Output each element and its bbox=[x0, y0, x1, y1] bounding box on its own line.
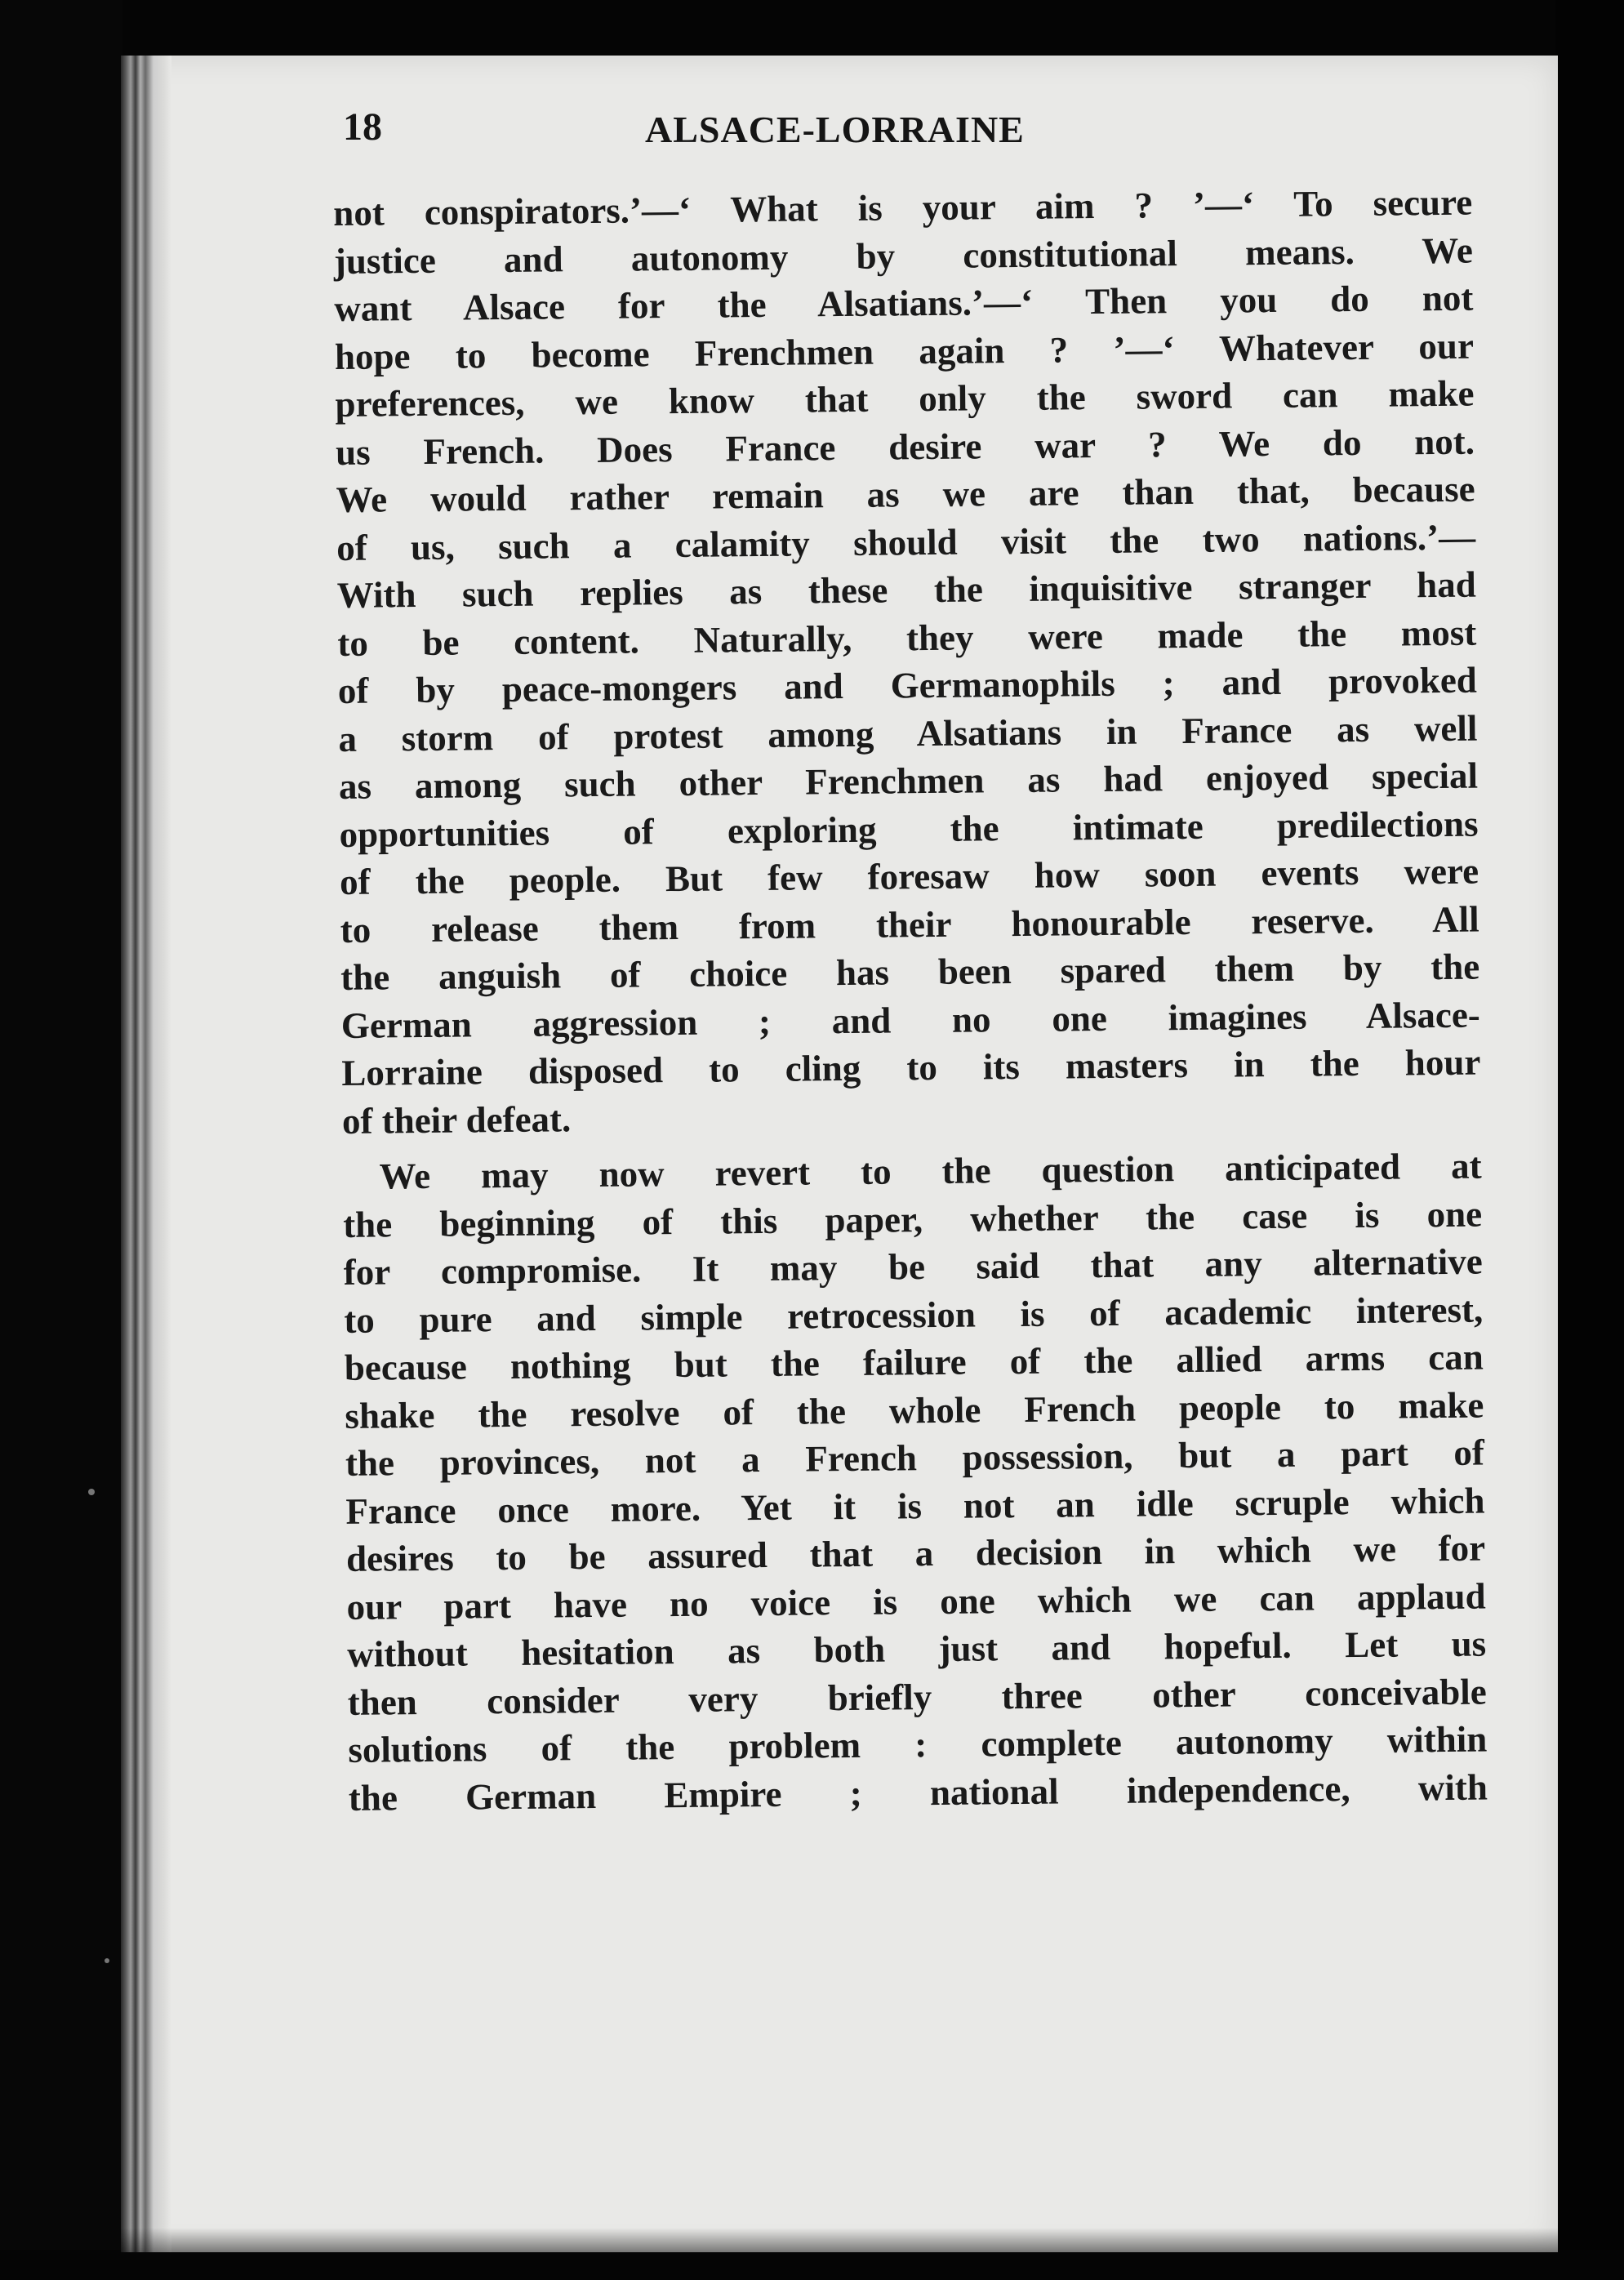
text-line: France once more. Yet it is not an idle scruple which bbox=[345, 1480, 1485, 1532]
text-line: We would rather remain as we are than that, because bbox=[336, 468, 1475, 520]
text-line: We may now revert to the question anticipated at bbox=[379, 1145, 1482, 1197]
text-line: want Alsace for the Alsatians.’—‘ Then you do not bbox=[334, 277, 1474, 329]
text-line: to release them from their honourable reserve. All bbox=[340, 898, 1479, 951]
body-text bbox=[333, 179, 1488, 1822]
dust-speck bbox=[88, 1489, 95, 1495]
binding-gutter bbox=[121, 56, 171, 2252]
text-line: Lorraine disposed to cling to its masters in the hour bbox=[341, 1041, 1481, 1093]
text-line: hope to become Frenchmen again ? ’—‘ Whatever our bbox=[334, 325, 1475, 377]
text-line: the anguish of choice has been spared them by the bbox=[340, 946, 1480, 998]
page-bottom-shadow bbox=[121, 2228, 1558, 2252]
text-line: the beginning of this paper, whether the case is one bbox=[342, 1193, 1483, 1245]
text-line: for compromise. It may be said that any alternative bbox=[343, 1240, 1483, 1293]
text-line: With such replies as these the inquisitive stranger had bbox=[336, 563, 1476, 616]
text-line: desires to be assured that a decision in which we for bbox=[345, 1527, 1486, 1579]
text-line: our part have no voice is one which we can applaud bbox=[346, 1575, 1486, 1628]
text-line: solutions of the problem : complete autonomy within bbox=[348, 1718, 1488, 1770]
text-line: of us, such a calamity should visit the two nations.’— bbox=[336, 516, 1476, 568]
running-head: ALSACE-LORRAINE bbox=[645, 109, 1025, 150]
text-line: to pure and simple retrocession is of academic interest, bbox=[344, 1289, 1484, 1341]
text-line: a storm of protest among Alsatians in France as well bbox=[338, 707, 1478, 759]
text-line: opportunities of exploring the intimate predilections bbox=[339, 803, 1479, 855]
film-border-bottom bbox=[0, 2250, 1624, 2280]
film-border-top bbox=[0, 0, 1624, 59]
text-line: justice and autonomy by constitutional means. We bbox=[333, 229, 1474, 282]
film-border-right bbox=[1555, 0, 1624, 2280]
text-line: not conspirators.’—‘ What is your aim ? ’—‘ To secure bbox=[333, 181, 1473, 234]
text-line: of their defeat. bbox=[341, 1098, 572, 1142]
text-line: the German Empire ; national independence, with bbox=[348, 1766, 1488, 1819]
text-line: as among such other Frenchmen as had enjoyed special bbox=[338, 755, 1479, 807]
paragraph bbox=[333, 179, 1481, 1145]
text-line: us French. Does France desire war ? We do not. bbox=[335, 421, 1475, 473]
text-line: the provinces, not a French possession, but a part of bbox=[345, 1432, 1485, 1484]
text-line: without hesitation as both just and hopeful. Let us bbox=[346, 1623, 1487, 1675]
dust-speck bbox=[105, 1958, 109, 1963]
film-border-left bbox=[0, 0, 122, 2280]
text-line: shake the resolve of the whole French people to make bbox=[345, 1384, 1484, 1436]
text-line: then consider very briefly three other conceivable bbox=[347, 1671, 1487, 1723]
text-line: because nothing but the failure of the allied arms can bbox=[344, 1336, 1484, 1388]
text-line: of the people. But few foresaw how soon events were bbox=[339, 850, 1479, 902]
text-line: German aggression ; and no one imagines Alsace- bbox=[340, 994, 1481, 1046]
paragraph bbox=[342, 1142, 1488, 1822]
page-number: 18 bbox=[343, 105, 382, 149]
text-line: to be content. Naturally, they were made the most bbox=[337, 612, 1477, 664]
text-line: of by peace-mongers and Germanophils ; and provoked bbox=[337, 659, 1478, 711]
text-line: preferences, we know that only the sword can make bbox=[335, 372, 1475, 425]
